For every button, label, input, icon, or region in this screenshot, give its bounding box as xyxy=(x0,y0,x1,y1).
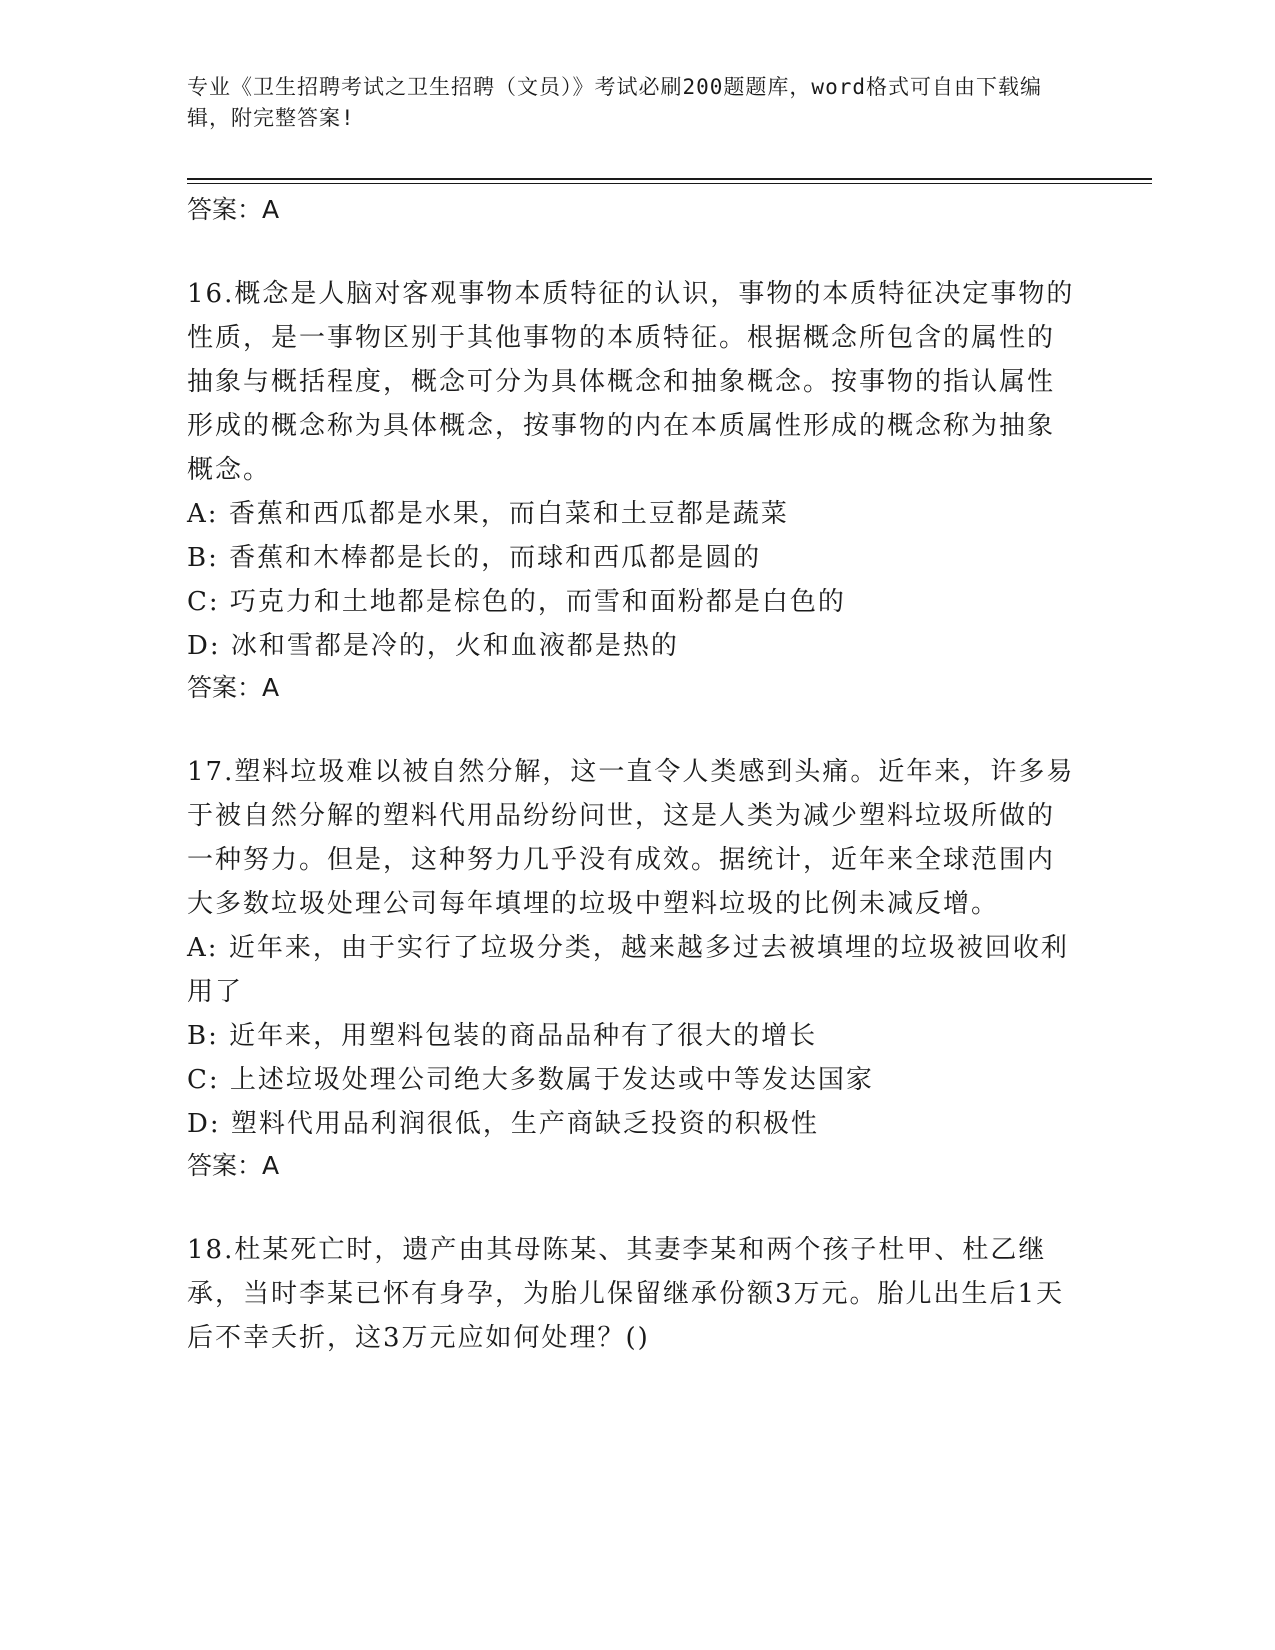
question-text: 17.塑料垃圾难以被自然分解，这一直令人类感到头痛。近年来，许多易于被自然分解的塑料代用品纷纷问世，这是人类为减少塑料垃圾所做的一种努力。但是，这种努力几乎没有成效。据统计，近年来全球范围内大多数垃圾处理公司每年填埋的垃圾中塑料垃圾的比例未减反增。 xyxy=(187,757,1075,919)
question-text: 16.概念是人脑对客观事物本质特征的认识，事物的本质特征决定事物的性质，是一事物区别于其他事物的本质特征。根据概念所包含的属性的抽象与概括程度，概念可分为具体概念和抽象概念。按事物的指认属性形成的概念称为具体概念，按事物的内在本质属性形成的概念称为抽象概念。 xyxy=(187,279,1075,485)
option-d xyxy=(187,624,1077,668)
header-divider xyxy=(187,178,1152,180)
option-b xyxy=(187,1014,1077,1058)
option-list xyxy=(187,926,1077,1146)
option-text: 近年来，用塑料包装的商品品种有了很大的增长 xyxy=(229,1021,818,1051)
spacer xyxy=(187,1186,1077,1228)
answer-line: 答案：A xyxy=(187,1151,280,1180)
option-a xyxy=(187,492,1077,536)
option-key: D: xyxy=(187,1109,221,1139)
header-divider-thin xyxy=(187,183,1152,184)
option-key: C: xyxy=(187,587,220,617)
question-block xyxy=(187,1228,1077,1360)
option-c xyxy=(187,1058,1077,1102)
document-header: 专业《卫生招聘考试之卫生招聘（文员）》考试必刷200题题库，word格式可自由下载编辑，附完整答案! xyxy=(187,75,1042,130)
option-key: C: xyxy=(187,1065,220,1095)
option-d xyxy=(187,1102,1077,1146)
option-text: 香蕉和西瓜都是水果，而白菜和土豆都是蔬菜 xyxy=(228,499,789,529)
answer-line: 答案：A xyxy=(187,673,280,702)
spacer xyxy=(187,230,1077,272)
option-text: 冰和雪都是冷的，火和血液都是热的 xyxy=(230,631,679,661)
option-key: B: xyxy=(187,543,219,573)
option-text: 塑料代用品利润很低，生产商缺乏投资的积极性 xyxy=(230,1109,819,1139)
option-text: 近年来，由于实行了垃圾分类，越来越多过去被填埋的垃圾被回收利用了 xyxy=(187,933,1069,1007)
option-key: B: xyxy=(187,1021,219,1051)
option-key: D: xyxy=(187,631,221,661)
option-b xyxy=(187,536,1077,580)
question-text: 18.杜某死亡时，遗产由其母陈某、其妻李某和两个孩子杜甲、杜乙继承，当时李某已怀有身孕，为胎儿保留继承份额3万元。胎儿出生后1天后不幸夭折，这3万元应如何处理？() xyxy=(187,1235,1065,1353)
option-text: 上述垃圾处理公司绝大多数属于发达或中等发达国家 xyxy=(229,1065,874,1095)
option-list xyxy=(187,492,1077,668)
answer-line: 答案：A xyxy=(187,195,280,224)
spacer xyxy=(187,708,1077,750)
question-block xyxy=(187,750,1077,1186)
question-block xyxy=(187,272,1077,708)
document-body xyxy=(187,190,1077,1360)
option-a xyxy=(187,926,1077,1014)
option-key: A: xyxy=(187,933,219,963)
option-text: 巧克力和土地都是棕色的，而雪和面粉都是白色的 xyxy=(229,587,846,617)
option-key: A: xyxy=(187,499,219,529)
option-c xyxy=(187,580,1077,624)
option-text: 香蕉和木棒都是长的，而球和西瓜都是圆的 xyxy=(229,543,762,573)
